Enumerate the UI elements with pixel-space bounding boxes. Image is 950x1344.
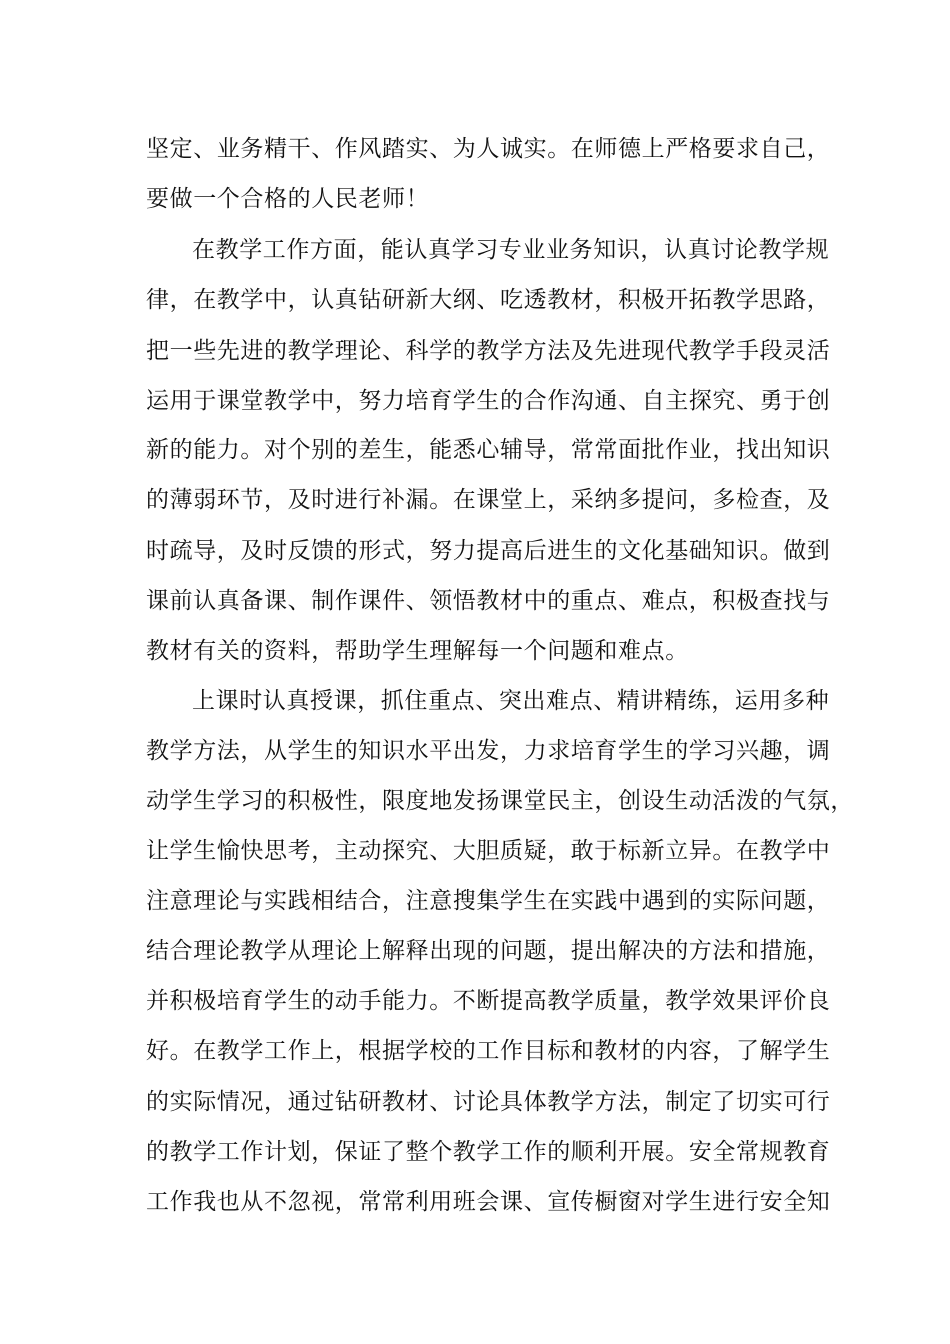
text-line: 动学生学习的积极性，限度地发扬课堂民主，创设生动活泼的气氛， [146,788,854,814]
text-line: 课前认真备课、制作课件、领悟教材中的重点、难点，积极查找与 [146,588,831,614]
text-line: 让学生愉快思考，主动探究、大胆质疑，敢于标新立异。在教学中 [146,838,831,864]
text-line: 要做一个合格的人民老师！ [146,186,430,212]
text-line: 时疏导，及时反馈的形式，努力提高后进生的文化基础知识。做到 [146,538,831,564]
text-line: 把一些先进的教学理论、科学的教学方法及先进现代教学手段灵活 [146,338,831,364]
text-line: 运用于课堂教学中，努力培育学生的合作沟通、自主探究、勇于创 [146,388,831,414]
paragraph-start-line: 在教学工作方面，能认真学习专业业务知识，认真讨论教学规 [192,237,830,263]
text-line: 教学方法，从学生的知识水平出发，力求培育学生的学习兴趣，调 [146,738,831,764]
text-line: 坚定、业务精干、作风踏实、为人诚实。在师德上严格要求自己， [146,136,831,162]
text-line: 结合理论教学从理论上解释出现的问题，提出解决的方法和措施， [146,938,831,964]
paragraph-start-line: 上课时认真授课，抓住重点、突出难点、精讲精练，运用多种 [192,688,830,714]
text-line: 律，在教学中，认真钻研新大纲、吃透教材，积极开拓教学思路， [146,287,831,313]
text-line: 的实际情况，通过钻研教材、讨论具体教学方法，制定了切实可行 [146,1089,831,1115]
text-line: 工作我也从不忽视，常常利用班会课、宣传橱窗对学生进行安全知 [146,1189,831,1215]
text-line: 好。在教学工作上，根据学校的工作目标和教材的内容，了解学生 [146,1038,831,1064]
text-line: 的薄弱环节，及时进行补漏。在课堂上，采纳多提问，多检查，及 [146,487,831,513]
text-line: 的教学工作计划，保证了整个教学工作的顺利开展。安全常规教育 [146,1139,831,1165]
text-line: 教材有关的资料，帮助学生理解每一个问题和难点。 [146,638,689,664]
text-line: 并积极培育学生的动手能力。不断提高教学质量，教学效果评价良 [146,988,831,1014]
text-line: 新的能力。对个别的差生，能悉心辅导，常常面批作业，找出知识 [146,437,831,463]
text-line: 注意理论与实践相结合，注意搜集学生在实践中遇到的实际问题， [146,888,831,914]
